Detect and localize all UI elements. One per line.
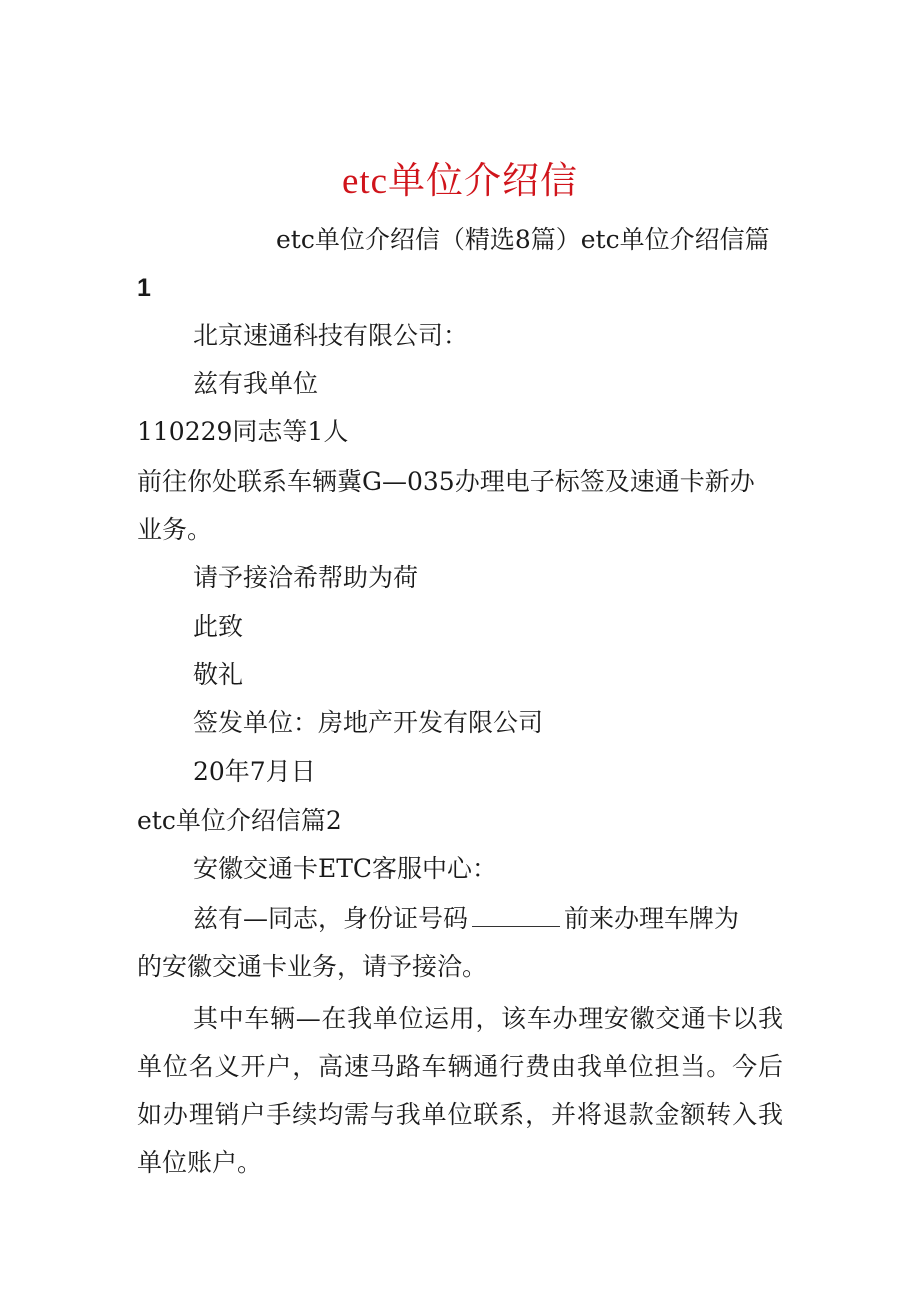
letter1-recipient: 北京速通科技有限公司： [193,321,469,350]
letter2-para1-b: 前来办理车牌为 [564,904,740,933]
letter2-para1-line1 [193,903,739,935]
letter1-date: 20年7月日 [193,757,316,786]
id-number-blank [472,904,560,927]
letter2-para2: 其中车辆—在我单位运用，该车办理安徽交通卡以我单位名义开户，高速马路车辆通行费由我单位担当。今后如办理销户手续均需与我单位联系，并将退款金额转入我单位账户。 [137,1004,783,1177]
letter1-closing2: 敬礼 [193,660,244,689]
letter1-line3: 前往你处联系车辆冀G—035办理电子标签及速通卡新办 [137,467,755,496]
letter1-line2: 110229同志等1人 [137,417,349,446]
letter1-line1: 兹有我单位 [193,369,319,398]
letter2-para1-a: 兹有—同志，身份证号码 [193,904,469,933]
letter1-line5: 请予接洽希帮助为荷 [193,563,419,592]
letter1-closing1: 此致 [193,612,244,641]
subtitle-continuation: 1 [137,274,151,302]
letter1-issuer: 签发单位：房地产开发有限公司 [193,708,544,737]
document-title: etc单位介绍信 [341,161,579,202]
letter2-recipient: 安徽交通卡ETC客服中心： [193,854,498,883]
section2-heading: etc单位介绍信篇2 [137,806,342,835]
document-subtitle: etc单位介绍信（精选8篇）etc单位介绍信篇 [276,225,770,254]
letter1-line4: 业务。 [137,515,213,544]
letter2-para1-line2: 的安徽交通卡业务，请予接洽。 [137,952,488,981]
